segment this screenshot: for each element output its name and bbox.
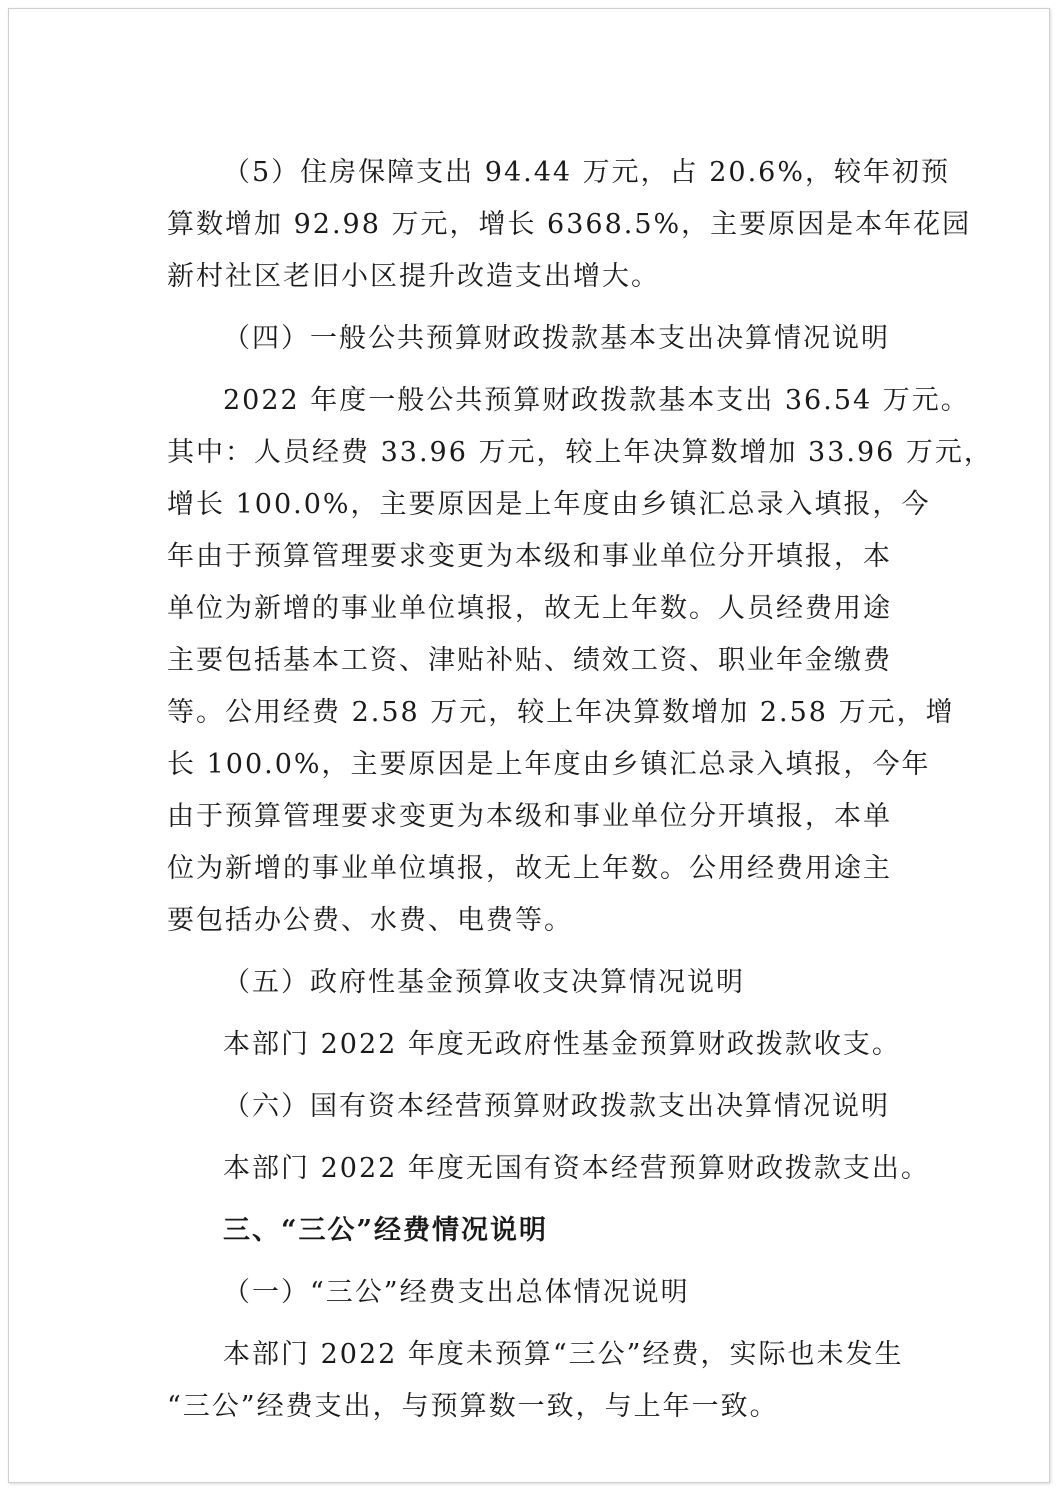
text-line: 新村社区老旧小区提升改造支出增大。 <box>167 261 660 292</box>
section-heading-state-capital: （六）国有资本经营预算财政拨款支出决算情况说明 <box>223 1091 890 1122</box>
text-line: 本部门 2022 年度无政府性基金预算财政拨款收支。 <box>223 1029 901 1060</box>
text-line: 单位为新增的事业单位填报，故无上年数。人员经费用途 <box>167 593 892 624</box>
text-line: “三公”经费支出，与预算数一致，与上年一致。 <box>167 1391 779 1422</box>
paragraph-government-fund <box>167 1019 901 1071</box>
text-line: 其中：人员经费 33.96 万元，较上年决算数增加 33.96 万元， <box>167 437 993 468</box>
section-heading-three-public-overall: （一）“三公”经费支出总体情况说明 <box>223 1277 690 1308</box>
paragraph-basic-expenditure <box>167 375 993 947</box>
chapter-heading-three-public: 三、“三公”经费情况说明 <box>223 1215 549 1246</box>
text-line: 长 100.0%，主要原因是上年度由乡镇汇总录入填报，今年 <box>167 749 931 780</box>
paragraph-housing-expenditure <box>167 147 972 303</box>
text-line: 年由于预算管理要求变更为本级和事业单位分开填报，本 <box>167 541 892 572</box>
section-heading-government-fund: （五）政府性基金预算收支决算情况说明 <box>223 967 745 998</box>
text-line: （5）住房保障支出 94.44 万元，占 20.6%，较年初预 <box>223 157 950 188</box>
paragraph-state-capital <box>167 1143 930 1195</box>
text-line: 由于预算管理要求变更为本级和事业单位分开填报，本单 <box>167 801 892 832</box>
text-line: 等。公用经费 2.58 万元，较上年决算数增加 2.58 万元，增 <box>167 697 955 728</box>
paragraph-three-public-overall <box>167 1329 904 1433</box>
text-line: 主要包括基本工资、津贴补贴、绩效工资、职业年金缴费 <box>167 645 892 676</box>
text-line: 本部门 2022 年度无国有资本经营预算财政拨款支出。 <box>223 1153 930 1184</box>
text-line: 2022 年度一般公共预算财政拨款基本支出 36.54 万元。 <box>223 385 970 416</box>
text-line: 位为新增的事业单位填报，故无上年数。公用经费用途主 <box>167 853 892 884</box>
document-page <box>8 8 1050 1483</box>
section-heading-basic-expenditure: （四）一般公共预算财政拨款基本支出决算情况说明 <box>223 323 890 354</box>
text-line: 增长 100.0%，主要原因是上年度由乡镇汇总录入填报，今 <box>167 489 931 520</box>
document-body <box>167 147 993 1433</box>
text-line: 要包括办公费、水费、电费等。 <box>167 905 573 936</box>
text-line: 本部门 2022 年度未预算“三公”经费，实际也未发生 <box>223 1339 904 1370</box>
text-line: 算数增加 92.98 万元，增长 6368.5%，主要原因是本年花园 <box>167 209 972 240</box>
